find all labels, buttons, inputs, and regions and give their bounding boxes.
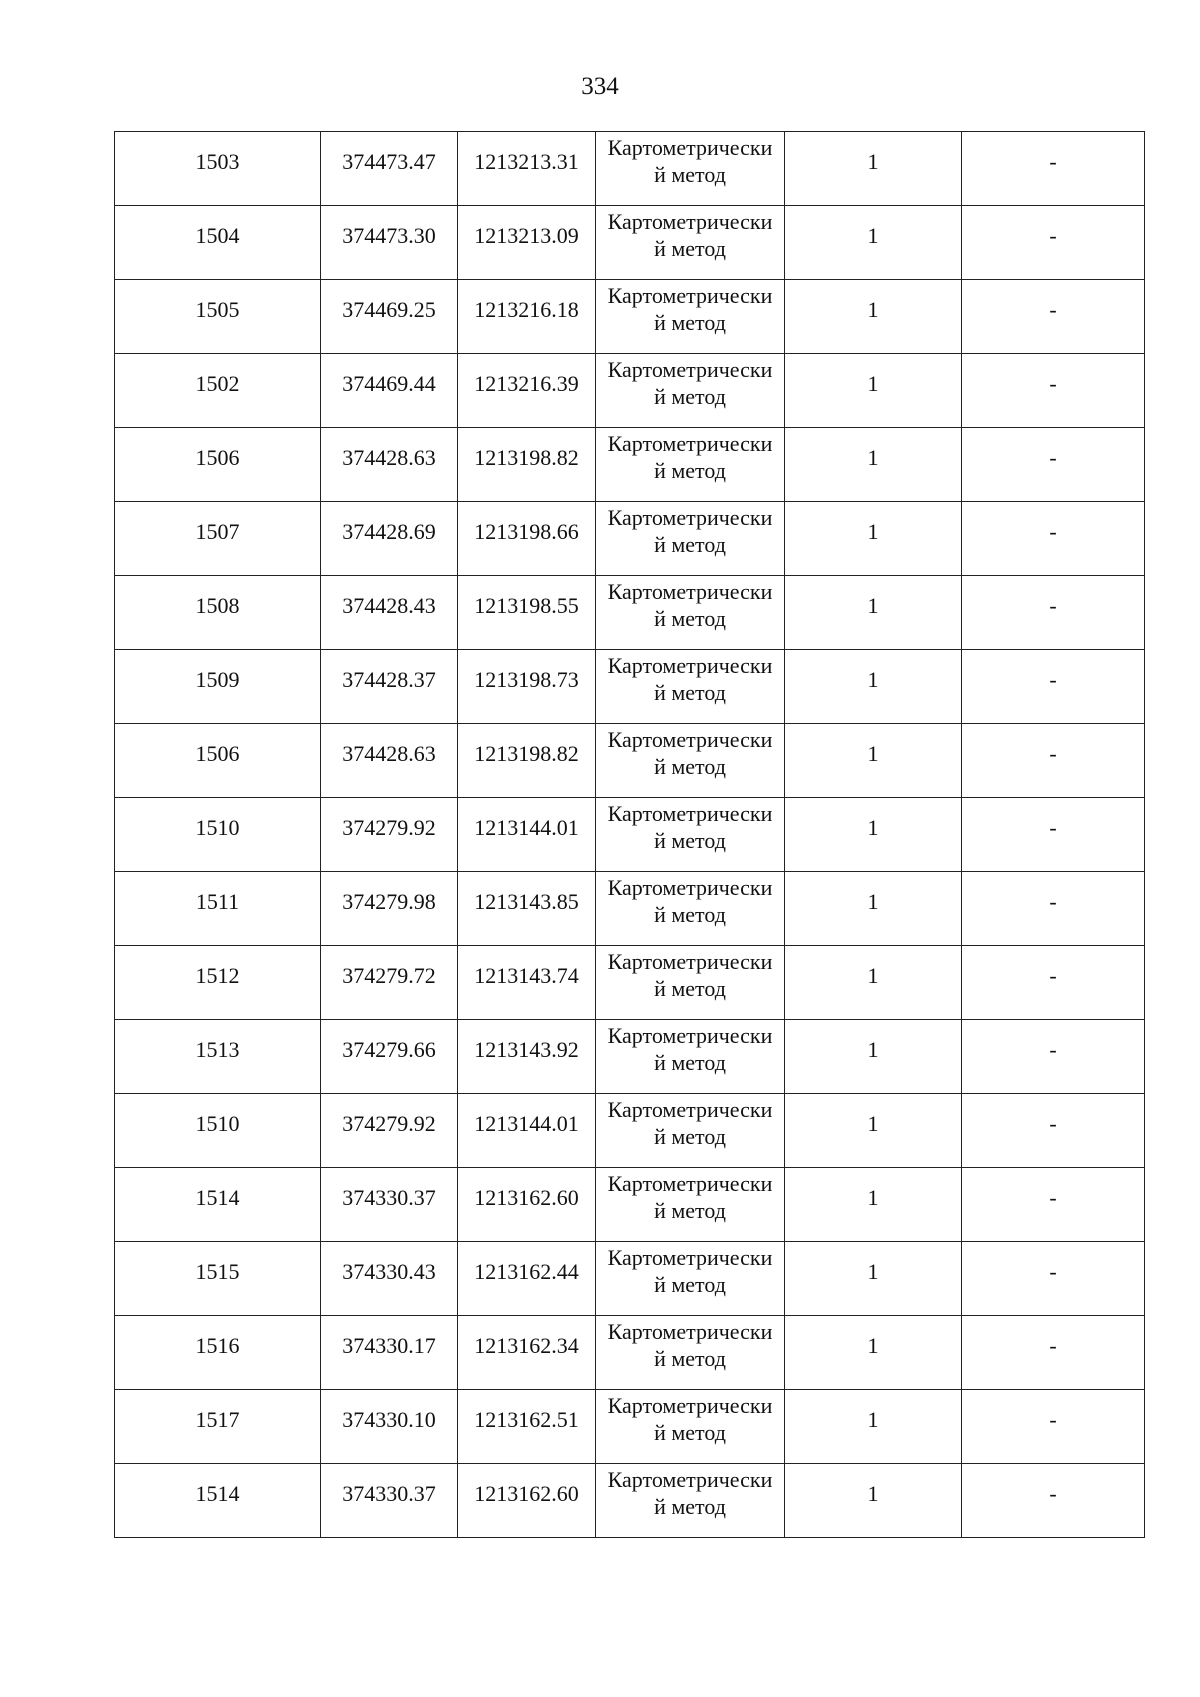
description-cell	[962, 1464, 1145, 1538]
x-coordinate-cell-text: 374469.25	[342, 297, 436, 322]
x-coordinate-cell	[321, 798, 458, 872]
method-cell	[596, 1316, 785, 1390]
description-cell-text: -	[1049, 963, 1057, 988]
accuracy-cell-text: 1	[867, 1111, 879, 1136]
y-coordinate-cell-text: 1213143.92	[474, 1037, 579, 1062]
method-cell-text: Картометрически й метод	[607, 135, 773, 187]
y-coordinate-cell-text: 1213143.85	[474, 889, 579, 914]
y-coordinate-cell	[458, 132, 596, 206]
y-coordinate-cell-text: 1213162.51	[474, 1407, 579, 1432]
description-cell	[962, 1094, 1145, 1168]
x-coordinate-cell	[321, 576, 458, 650]
point-id-cell-text: 1511	[195, 889, 240, 914]
accuracy-cell-text: 1	[867, 519, 879, 544]
x-coordinate-cell	[321, 1242, 458, 1316]
y-coordinate-cell-text: 1213198.73	[474, 667, 579, 692]
method-cell-text: Картометрически й метод	[607, 727, 773, 779]
method-cell-text: Картометрически й метод	[607, 209, 773, 261]
method-cell-text: Картометрически й метод	[607, 1171, 773, 1223]
description-cell-text: -	[1049, 889, 1057, 914]
accuracy-cell-text: 1	[867, 889, 879, 914]
point-id-cell	[115, 650, 321, 724]
x-coordinate-cell-text: 374279.92	[342, 1111, 436, 1136]
y-coordinate-cell-text: 1213162.34	[474, 1333, 579, 1358]
method-cell	[596, 650, 785, 724]
table-row	[115, 872, 1145, 946]
method-cell	[596, 1464, 785, 1538]
y-coordinate-cell	[458, 1020, 596, 1094]
accuracy-cell	[785, 1464, 962, 1538]
x-coordinate-cell-text: 374330.10	[342, 1407, 436, 1432]
description-cell	[962, 280, 1145, 354]
point-id-cell-text: 1514	[195, 1481, 240, 1506]
x-coordinate-cell-text: 374473.47	[342, 149, 436, 174]
x-coordinate-cell	[321, 946, 458, 1020]
description-cell	[962, 354, 1145, 428]
method-cell	[596, 1094, 785, 1168]
y-coordinate-cell	[458, 1242, 596, 1316]
table-row	[115, 946, 1145, 1020]
method-cell	[596, 798, 785, 872]
y-coordinate-cell	[458, 576, 596, 650]
description-cell	[962, 1316, 1145, 1390]
accuracy-cell	[785, 1020, 962, 1094]
accuracy-cell	[785, 1094, 962, 1168]
x-coordinate-cell	[321, 132, 458, 206]
description-cell	[962, 1168, 1145, 1242]
method-cell-text: Картометрически й метод	[607, 357, 773, 409]
y-coordinate-cell	[458, 1168, 596, 1242]
point-id-cell	[115, 1464, 321, 1538]
method-cell-text: Картометрически й метод	[607, 801, 773, 853]
point-id-cell-text: 1504	[195, 223, 240, 248]
y-coordinate-cell-text: 1213198.66	[474, 519, 579, 544]
y-coordinate-cell-text: 1213162.60	[474, 1481, 579, 1506]
x-coordinate-cell-text: 374279.66	[342, 1037, 436, 1062]
x-coordinate-cell	[321, 650, 458, 724]
y-coordinate-cell-text: 1213213.09	[474, 223, 579, 248]
y-coordinate-cell-text: 1213213.31	[474, 149, 579, 174]
description-cell	[962, 428, 1145, 502]
accuracy-cell	[785, 280, 962, 354]
table-row	[115, 1390, 1145, 1464]
table-row	[115, 576, 1145, 650]
accuracy-cell-text: 1	[867, 223, 879, 248]
y-coordinate-cell	[458, 1464, 596, 1538]
point-id-cell	[115, 1094, 321, 1168]
point-id-cell	[115, 1242, 321, 1316]
accuracy-cell	[785, 1390, 962, 1464]
accuracy-cell-text: 1	[867, 1185, 879, 1210]
description-cell-text: -	[1049, 1111, 1057, 1136]
description-cell-text: -	[1049, 593, 1057, 618]
y-coordinate-cell	[458, 872, 596, 946]
point-id-cell-text: 1503	[195, 149, 240, 174]
y-coordinate-cell	[458, 354, 596, 428]
table-row	[115, 1020, 1145, 1094]
description-cell	[962, 946, 1145, 1020]
accuracy-cell-text: 1	[867, 963, 879, 988]
page-number: 334	[581, 73, 619, 100]
description-cell	[962, 798, 1145, 872]
method-cell	[596, 280, 785, 354]
table-row	[115, 724, 1145, 798]
x-coordinate-cell	[321, 1316, 458, 1390]
method-cell	[596, 132, 785, 206]
point-id-cell	[115, 1168, 321, 1242]
method-cell-text: Картометрически й метод	[607, 1393, 773, 1445]
x-coordinate-cell	[321, 724, 458, 798]
description-cell-text: -	[1049, 297, 1057, 322]
y-coordinate-cell-text: 1213216.18	[474, 297, 579, 322]
x-coordinate-cell-text: 374330.37	[342, 1185, 436, 1210]
description-cell-text: -	[1049, 1185, 1057, 1210]
y-coordinate-cell-text: 1213198.82	[474, 741, 579, 766]
description-cell	[962, 650, 1145, 724]
table-body	[115, 132, 1145, 1538]
description-cell	[962, 502, 1145, 576]
description-cell-text: -	[1049, 1407, 1057, 1432]
description-cell	[962, 724, 1145, 798]
table-row	[115, 280, 1145, 354]
table-row	[115, 1168, 1145, 1242]
x-coordinate-cell-text: 374469.44	[342, 371, 436, 396]
method-cell	[596, 724, 785, 798]
accuracy-cell	[785, 946, 962, 1020]
accuracy-cell	[785, 502, 962, 576]
method-cell	[596, 1242, 785, 1316]
description-cell	[962, 206, 1145, 280]
accuracy-cell	[785, 872, 962, 946]
table-row	[115, 1464, 1145, 1538]
point-id-cell-text: 1506	[195, 741, 240, 766]
y-coordinate-cell	[458, 1316, 596, 1390]
method-cell	[596, 576, 785, 650]
x-coordinate-cell	[321, 206, 458, 280]
accuracy-cell	[785, 1242, 962, 1316]
point-id-cell-text: 1517	[195, 1407, 240, 1432]
table-row	[115, 206, 1145, 280]
accuracy-cell-text: 1	[867, 371, 879, 396]
point-id-cell	[115, 872, 321, 946]
accuracy-cell-text: 1	[867, 593, 879, 618]
point-id-cell	[115, 1316, 321, 1390]
point-id-cell	[115, 354, 321, 428]
accuracy-cell-text: 1	[867, 1481, 879, 1506]
table-row	[115, 1242, 1145, 1316]
point-id-cell	[115, 1390, 321, 1464]
method-cell	[596, 946, 785, 1020]
description-cell-text: -	[1049, 149, 1057, 174]
point-id-cell-text: 1509	[195, 667, 240, 692]
x-coordinate-cell-text: 374279.72	[342, 963, 436, 988]
description-cell	[962, 1242, 1145, 1316]
table-row	[115, 650, 1145, 724]
accuracy-cell	[785, 576, 962, 650]
description-cell-text: -	[1049, 223, 1057, 248]
description-cell-text: -	[1049, 1037, 1057, 1062]
x-coordinate-cell-text: 374428.37	[342, 667, 436, 692]
y-coordinate-cell-text: 1213143.74	[474, 963, 579, 988]
accuracy-cell	[785, 354, 962, 428]
x-coordinate-cell	[321, 1020, 458, 1094]
point-id-cell-text: 1516	[195, 1333, 240, 1358]
accuracy-cell	[785, 428, 962, 502]
method-cell	[596, 1390, 785, 1464]
method-cell-text: Картометрически й метод	[607, 949, 773, 1001]
accuracy-cell-text: 1	[867, 1259, 879, 1284]
method-cell-text: Картометрически й метод	[607, 283, 773, 335]
accuracy-cell-text: 1	[867, 1407, 879, 1432]
x-coordinate-cell-text: 374428.69	[342, 519, 436, 544]
table-row	[115, 1316, 1145, 1390]
y-coordinate-cell	[458, 206, 596, 280]
y-coordinate-cell	[458, 280, 596, 354]
x-coordinate-cell	[321, 428, 458, 502]
method-cell-text: Картометрически й метод	[607, 431, 773, 483]
point-id-cell	[115, 1020, 321, 1094]
x-coordinate-cell-text: 374428.63	[342, 741, 436, 766]
point-id-cell-text: 1512	[195, 963, 240, 988]
point-id-cell-text: 1514	[195, 1185, 240, 1210]
x-coordinate-cell	[321, 872, 458, 946]
y-coordinate-cell-text: 1213162.60	[474, 1185, 579, 1210]
x-coordinate-cell	[321, 354, 458, 428]
y-coordinate-cell	[458, 650, 596, 724]
point-id-cell-text: 1505	[195, 297, 240, 322]
point-id-cell-text: 1508	[195, 593, 240, 618]
table-row	[115, 354, 1145, 428]
point-id-cell	[115, 502, 321, 576]
method-cell-text: Картометрически й метод	[607, 1097, 773, 1149]
x-coordinate-cell-text: 374279.92	[342, 815, 436, 840]
method-cell	[596, 354, 785, 428]
method-cell-text: Картометрически й метод	[607, 1319, 773, 1371]
accuracy-cell-text: 1	[867, 149, 879, 174]
description-cell	[962, 1020, 1145, 1094]
accuracy-cell	[785, 798, 962, 872]
x-coordinate-cell	[321, 280, 458, 354]
accuracy-cell	[785, 650, 962, 724]
method-cell	[596, 206, 785, 280]
point-id-cell-text: 1510	[195, 815, 240, 840]
x-coordinate-cell	[321, 1168, 458, 1242]
table-row	[115, 428, 1145, 502]
method-cell-text: Картометрически й метод	[607, 505, 773, 557]
description-cell	[962, 576, 1145, 650]
description-cell	[962, 132, 1145, 206]
point-id-cell-text: 1515	[195, 1259, 240, 1284]
x-coordinate-cell	[321, 1094, 458, 1168]
table-row	[115, 1094, 1145, 1168]
method-cell	[596, 1020, 785, 1094]
point-id-cell	[115, 946, 321, 1020]
x-coordinate-cell-text: 374428.63	[342, 445, 436, 470]
x-coordinate-cell	[321, 1390, 458, 1464]
y-coordinate-cell	[458, 798, 596, 872]
y-coordinate-cell	[458, 1094, 596, 1168]
y-coordinate-cell	[458, 946, 596, 1020]
y-coordinate-cell-text: 1213198.82	[474, 445, 579, 470]
description-cell-text: -	[1049, 815, 1057, 840]
description-cell-text: -	[1049, 445, 1057, 470]
description-cell	[962, 1390, 1145, 1464]
accuracy-cell-text: 1	[867, 741, 879, 766]
accuracy-cell-text: 1	[867, 815, 879, 840]
x-coordinate-cell-text: 374330.17	[342, 1333, 436, 1358]
accuracy-cell	[785, 724, 962, 798]
description-cell-text: -	[1049, 1481, 1057, 1506]
y-coordinate-cell-text: 1213162.44	[474, 1259, 579, 1284]
table-row	[115, 798, 1145, 872]
accuracy-cell-text: 1	[867, 1333, 879, 1358]
table-row	[115, 132, 1145, 206]
x-coordinate-cell-text: 374473.30	[342, 223, 436, 248]
accuracy-cell	[785, 1316, 962, 1390]
point-id-cell	[115, 206, 321, 280]
method-cell-text: Картометрически й метод	[607, 579, 773, 631]
table-row	[115, 502, 1145, 576]
description-cell-text: -	[1049, 667, 1057, 692]
point-id-cell	[115, 724, 321, 798]
x-coordinate-cell	[321, 502, 458, 576]
x-coordinate-cell-text: 374330.43	[342, 1259, 436, 1284]
point-id-cell	[115, 576, 321, 650]
description-cell-text: -	[1049, 741, 1057, 766]
y-coordinate-cell	[458, 1390, 596, 1464]
accuracy-cell-text: 1	[867, 297, 879, 322]
point-id-cell-text: 1506	[195, 445, 240, 470]
method-cell	[596, 872, 785, 946]
method-cell	[596, 502, 785, 576]
y-coordinate-cell-text: 1213144.01	[474, 1111, 579, 1136]
description-cell-text: -	[1049, 519, 1057, 544]
accuracy-cell	[785, 132, 962, 206]
y-coordinate-cell-text: 1213216.39	[474, 371, 579, 396]
method-cell-text: Картометрически й метод	[607, 875, 773, 927]
x-coordinate-cell	[321, 1464, 458, 1538]
x-coordinate-cell-text: 374428.43	[342, 593, 436, 618]
accuracy-cell-text: 1	[867, 667, 879, 692]
y-coordinate-cell	[458, 428, 596, 502]
description-cell-text: -	[1049, 1259, 1057, 1284]
method-cell-text: Картометрически й метод	[607, 1467, 773, 1519]
y-coordinate-cell	[458, 724, 596, 798]
accuracy-cell-text: 1	[867, 1037, 879, 1062]
point-id-cell	[115, 798, 321, 872]
coordinates-table	[114, 131, 1145, 1538]
y-coordinate-cell-text: 1213198.55	[474, 593, 579, 618]
method-cell-text: Картометрически й метод	[607, 653, 773, 705]
accuracy-cell-text: 1	[867, 445, 879, 470]
x-coordinate-cell-text: 374279.98	[342, 889, 436, 914]
description-cell-text: -	[1049, 1333, 1057, 1358]
description-cell	[962, 872, 1145, 946]
point-id-cell	[115, 428, 321, 502]
y-coordinate-cell	[458, 502, 596, 576]
point-id-cell	[115, 280, 321, 354]
point-id-cell-text: 1502	[195, 371, 240, 396]
accuracy-cell	[785, 206, 962, 280]
point-id-cell-text: 1513	[195, 1037, 240, 1062]
point-id-cell-text: 1507	[195, 519, 240, 544]
description-cell-text: -	[1049, 371, 1057, 396]
point-id-cell	[115, 132, 321, 206]
method-cell-text: Картометрически й метод	[607, 1245, 773, 1297]
y-coordinate-cell-text: 1213144.01	[474, 815, 579, 840]
method-cell-text: Картометрически й метод	[607, 1023, 773, 1075]
x-coordinate-cell-text: 374330.37	[342, 1481, 436, 1506]
point-id-cell-text: 1510	[195, 1111, 240, 1136]
accuracy-cell	[785, 1168, 962, 1242]
method-cell	[596, 1168, 785, 1242]
method-cell	[596, 428, 785, 502]
